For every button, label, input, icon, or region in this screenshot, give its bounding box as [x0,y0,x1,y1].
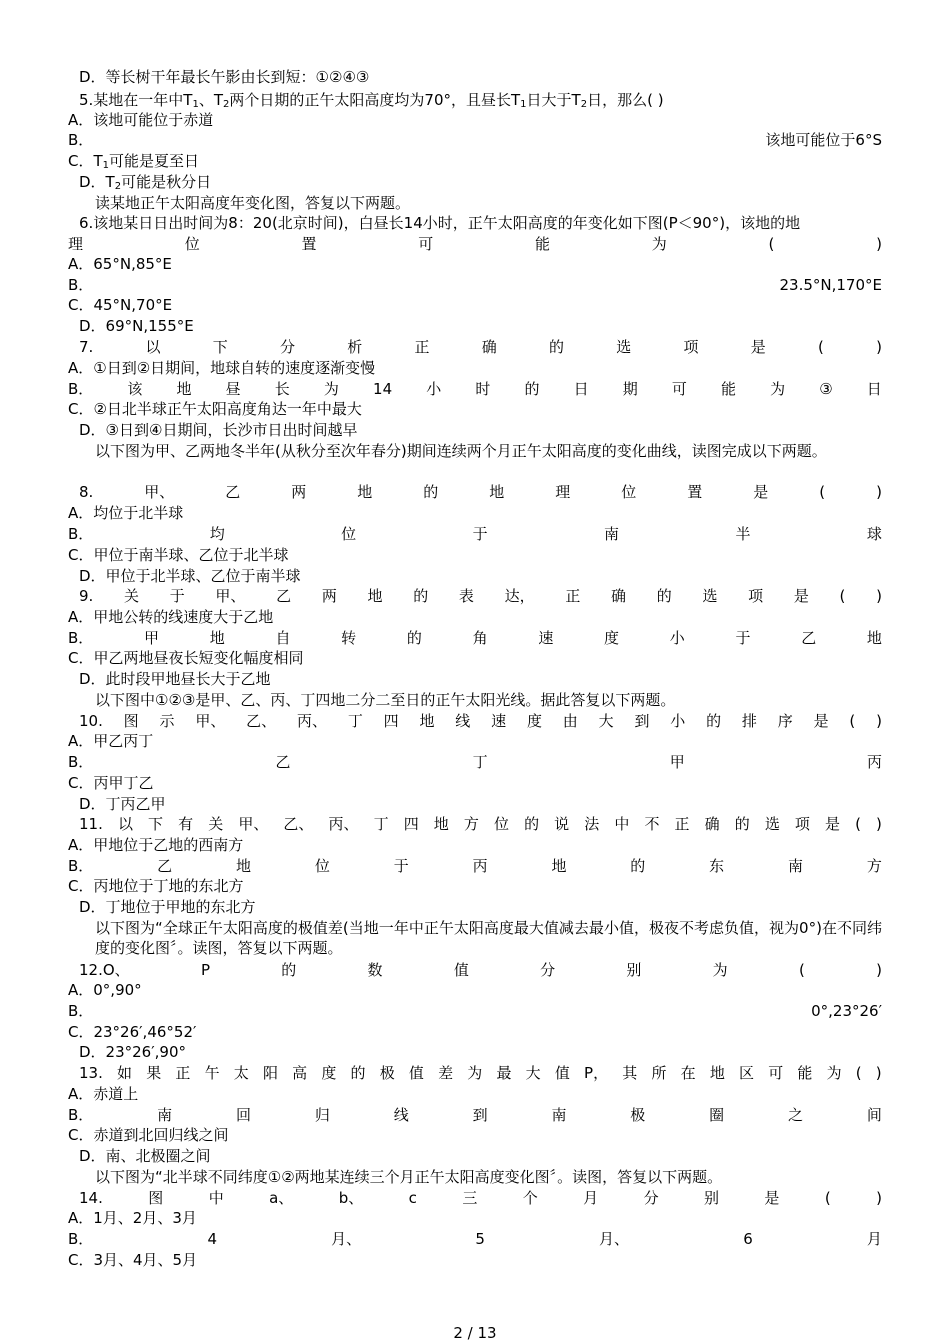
text-line: B． 该 地 昼 长 为 14 小 时 的 日 期 可 能 为 ③ 日 [68,380,882,398]
text-line: 以下图为甲、乙两地冬半年(从秋分至次年春分)期间连续两个月正午太阳高度的变化曲线，读图完成以下两题。 [95,442,827,460]
text-line: C．23°26′,46°52′ [68,1023,197,1041]
text-line: 以下图为“北半球不同纬度①②两地某连续三个月正午太阳高度变化图〞。读图，答复以下两题。 [95,1168,723,1186]
text-line: B． 该地可能位于6°S [68,131,882,149]
text-line: C．甲乙两地昼夜长短变化幅度相同 [68,649,304,667]
text-line: B． 南 回 归 线 到 南 极 圈 之 间 [68,1106,882,1124]
text-line: A．甲乙丙丁 [68,732,154,750]
text-line: D．甲位于北半球、乙位于南半球 [79,567,301,585]
text-line: 12.O、 P 的 数 值 分 别 为 ( ) [79,961,882,979]
text-line: D．南、北极圈之间 [79,1147,211,1165]
text-line: D．等长树干年最长午影由长到短：①②④③ [79,68,370,86]
text-line: A．1月、2月、3月 [68,1209,197,1227]
text-line: A．甲地位于乙地的西南方 [68,836,244,854]
text-line: C．45°N,70°E [68,296,173,314]
text-line: A．赤道上 [68,1085,139,1103]
text-line: C．赤道到北回归线之间 [68,1126,229,1144]
text-line: C．丙甲丁乙 [68,774,154,792]
text-line: A．①日到②日期间，地球自转的速度逐渐变慢 [68,359,376,377]
text-line: B． 23.5°N,170°E [68,276,882,294]
text-line: B． 甲 地 自 转 的 角 速 度 小 于 乙 地 [68,629,882,647]
text-line: B． 均 位 于 南 半 球 [68,525,882,543]
text-line: C．丙地位于丁地的东北方 [68,877,244,895]
text-line: 14. 图 中 a、 b、 c 三 个 月 分 别 是 ( ) [79,1189,882,1207]
text-line: C．甲位于南半球、乙位于北半球 [68,546,289,564]
text-line: B． 4 月、 5 月、 6 月 [68,1230,882,1248]
text-line: A．甲地公转的线速度大于乙地 [68,608,274,626]
text-line: D．69°N,155°E [79,317,194,335]
text-line: D．此时段甲地昼长大于乙地 [79,670,271,688]
text-line: A．均位于北半球 [68,504,184,522]
text-line: D．丁地位于甲地的东北方 [79,898,256,916]
text-line: 7. 以 下 分 析 正 确 的 选 项 是 ( ) [79,338,882,356]
text-line: 5.某地在一年中$T_1$、$T_2$两个日期的正午太阳高度均为70°，且昼长$T_1$日大于$T_2$日，那么( ) [79,91,664,110]
text-line: B． 乙 地 位 于 丙 地 的 东 南 方 [68,857,882,875]
text-line: C．②日北半球正午太阳高度角达一年中最大 [68,400,362,418]
text-line: C．3月、4月、5月 [68,1251,198,1269]
text-line: 以下图为“全球正午太阳高度的极值差(当地一年中正午太阳高度最大值减去最小值，极夜不考虑负值，视为0°)在不同纬度的变化图〞。读图，答复以下两题。 [95,919,882,957]
text-line: A．65°N,85°E [68,255,172,273]
text-line: C．$T_1$可能是夏至日 [68,152,200,171]
text-line: 9. 关 于 甲、 乙 两 地 的 表 达， 正 确 的 选 项 是 ( ) [79,587,882,605]
text-line: B． 乙 丁 甲 丙 [68,753,882,771]
page-number: 2 / 13 [453,1324,497,1342]
text-line: D．③日到④日期间，长沙市日出时间越早 [79,421,358,439]
text-line: 6.该地某日日出时间为8：20(北京时间)，白昼长14小时，正午太阳高度的年变化如下图(P＜90°)，该地的地 [79,214,801,232]
text-line: 理 位 置 可 能 为 ( ) [68,235,882,253]
text-line: A．0°,90° [68,981,142,999]
text-line: 10. 图 示 甲、 乙、 丙、 丁 四 地 线 速 度 由 大 到 小 的 排 序 是 ( ) [79,712,882,730]
text-line: 11. 以 下 有 关 甲、 乙、 丙、 丁 四 地 方 位 的 说 法 中 不 正 确 的 选 项 是 ( ) [79,815,882,833]
text-line: 8. 甲、 乙 两 地 的 地 理 位 置 是 ( ) [79,483,882,501]
text-line: D．23°26′,90° [79,1043,186,1061]
text-line: A．该地可能位于赤道 [68,111,214,129]
text-line: 以下图中①②③是甲、乙、丙、丁四地二分二至日的正午太阳光线。据此答复以下两题。 [95,691,676,709]
text-line: D．$T_2$可能是秋分日 [79,173,212,192]
text-line: 读某地正午太阳高度年变化图，答复以下两题。 [95,194,411,212]
text-line: D．丁丙乙甲 [79,795,166,813]
text-line: 13. 如 果 正 午 太 阳 高 度 的 极 值 差 为 最 大 值 P， 其 所 在 地 区 可 能 为 ( ) [79,1064,882,1082]
text-line: B． 0°,23°26′ [68,1002,882,1020]
